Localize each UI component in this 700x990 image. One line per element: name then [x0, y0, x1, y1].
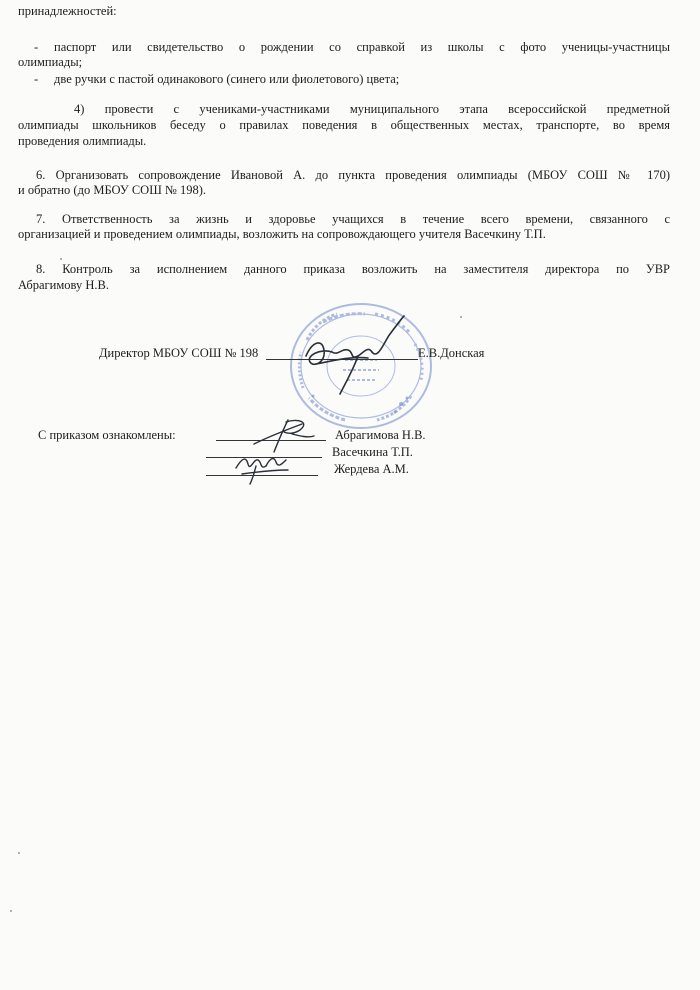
bullet-pens: две ручки с пастой одинакового (синего или фиолетового) цвета; — [54, 72, 400, 86]
bullet-passport-cont: олимпиады; — [18, 55, 83, 69]
acquainted-name: Жердева А.М. — [334, 462, 409, 476]
item-6-line1: 6. Организовать сопровождение Ивановой А. до пункта проведения олимпиады (МБОУ СОШ № 170) — [36, 168, 670, 182]
scan-speck — [460, 316, 462, 318]
item-6-line2: и обратно (до МБОУ СОШ № 198). — [18, 183, 207, 197]
item-8-line2: Абрагимову Н.В. — [18, 278, 109, 292]
item-7-line1: 7. Ответственность за жизнь и здоровье учащихся в течение всего времени, связанного с — [36, 212, 670, 226]
acquainted-label: С приказом ознакомлены: — [38, 428, 176, 442]
item-4-line1: 4) провести с учениками-участниками муниципального этапа всероссийской предметной — [74, 102, 670, 116]
item-8-line1: 8. Контроль за исполнением данного приказа возложить на заместителя директора по УВР — [36, 262, 670, 276]
text-line-supplies: принадлежностей: — [18, 4, 117, 18]
scan-speck — [60, 258, 62, 260]
acquainted-name: Абрагимова Н.В. — [335, 428, 426, 442]
item-4-line3: проведения олимпиады. — [18, 134, 147, 148]
bullet-dash: - — [34, 40, 39, 54]
acquainted-name: Васечкина Т.П. — [332, 445, 413, 459]
scan-speck — [18, 852, 20, 854]
bullet-passport: паспорт или свидетельство о рождении со справкой из школы с фото ученицы-участницы — [54, 40, 670, 54]
item-4-line2: олимпиады школьников беседу о правилах поведения в общественных местах, транспорте, во время — [18, 118, 670, 132]
scan-speck — [10, 910, 12, 912]
item-7-line2: организацией и проведением олимпиады, возложить на сопровождающего учителя Васечкину Т.П. — [18, 227, 546, 241]
director-title: Директор МБОУ СОШ № 198 — [99, 346, 259, 360]
bullet-dash: - — [34, 72, 39, 86]
director-name: Е.В.Донская — [418, 346, 485, 360]
director-signature — [298, 312, 410, 404]
signature-zherdeva — [232, 448, 290, 486]
